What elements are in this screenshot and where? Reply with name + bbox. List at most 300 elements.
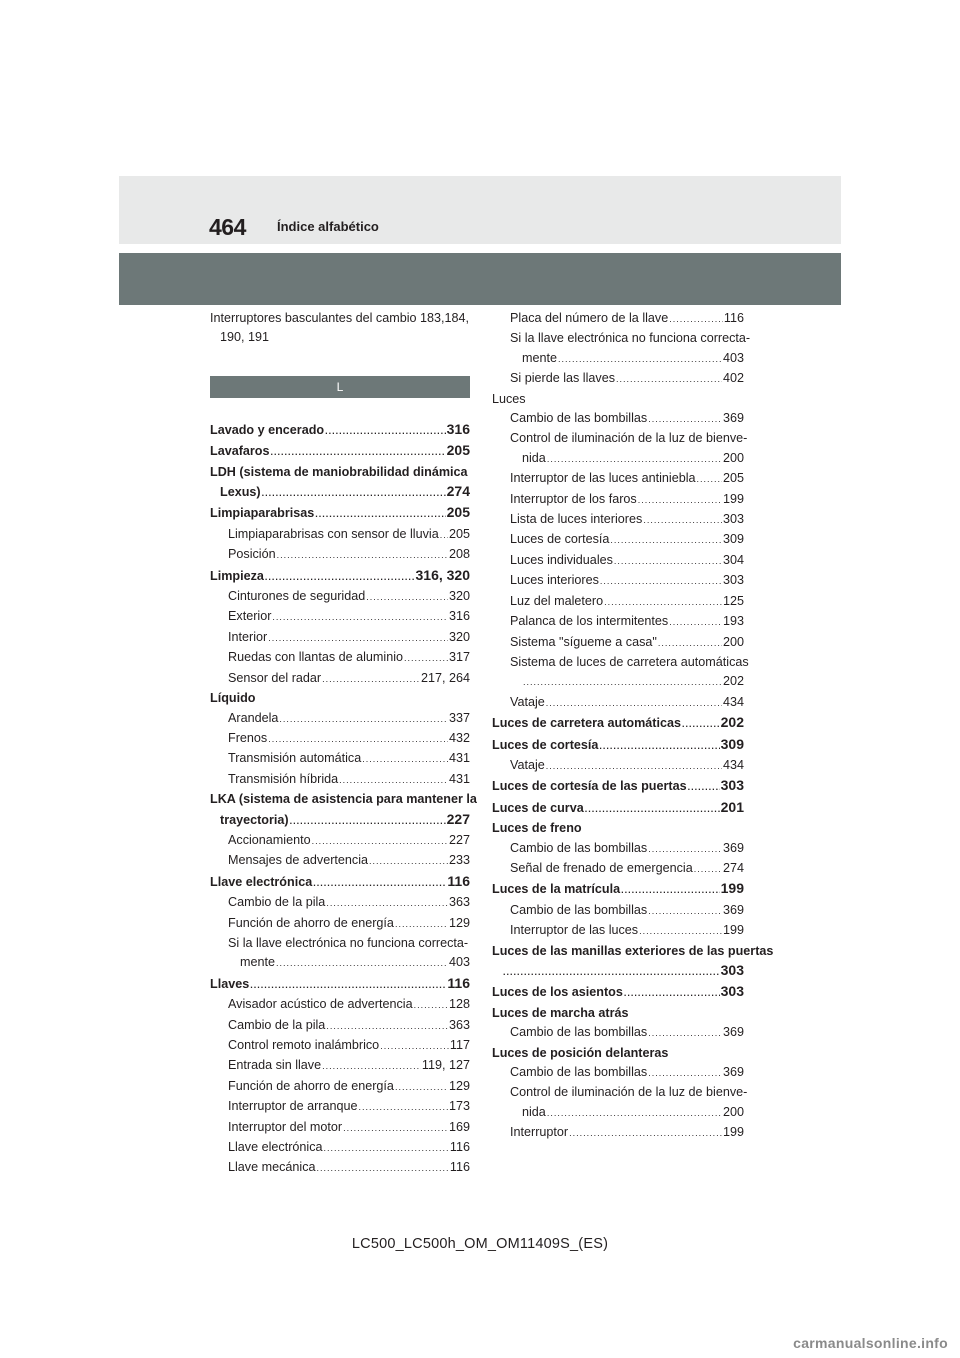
entry-term: Líquido: [210, 691, 256, 706]
dot-leader: [614, 552, 722, 571]
entry-page: 432: [448, 730, 470, 745]
entry-term: Función de ahorro de energía: [228, 1078, 394, 1093]
entry-page: 199: [722, 491, 744, 506]
index-entry: [210, 790, 477, 831]
index-entry: [492, 982, 744, 1003]
dot-leader: [325, 422, 446, 441]
entry-page: 303: [720, 777, 744, 794]
dot-leader: [312, 832, 448, 851]
index-entry-row: [210, 995, 470, 1015]
index-entry-row: [492, 409, 744, 429]
entry-term: Luces interiores: [510, 573, 599, 588]
dot-leader: [648, 410, 722, 429]
entry-term: Sistema "sígueme a casa": [510, 634, 657, 649]
dot-leader: [265, 568, 415, 587]
index-entry-row: [210, 749, 470, 769]
entry-term: trayectoria): [220, 812, 289, 827]
dot-leader: [317, 1159, 449, 1178]
dot-leader: [669, 613, 722, 632]
dot-leader: [648, 1024, 722, 1043]
dot-leader: [362, 750, 448, 769]
entry-term: Si pierde las llaves: [510, 371, 615, 386]
entry-page: 303: [720, 962, 744, 978]
dot-leader: [359, 1098, 448, 1117]
entry-page: 205: [446, 504, 470, 521]
index-entry: [210, 1036, 470, 1056]
entry-term: Luces de posición delanteras: [492, 1045, 669, 1060]
index-entry-row: [210, 648, 470, 668]
index-entry-row: [210, 709, 470, 729]
dot-leader: [268, 629, 448, 648]
index-entry-row: [492, 982, 744, 1003]
entry-term: Arandela: [228, 710, 279, 725]
entry-term: mente: [240, 955, 276, 970]
dot-leader: [369, 852, 448, 871]
index-entry: [492, 369, 744, 389]
index-entry-row: [210, 1077, 470, 1097]
entry-page: 199: [722, 1125, 744, 1140]
dot-leader: [694, 860, 722, 879]
index-entry-row: [210, 893, 470, 913]
index-entry-row: [492, 390, 744, 409]
index-entry-row: [210, 1158, 470, 1178]
index-entry-row: [492, 921, 744, 941]
index-entry-row: [210, 729, 470, 749]
index-entry: [492, 839, 744, 859]
dot-leader: [326, 894, 448, 913]
index-entry: [492, 819, 744, 838]
index-entry-row: [492, 490, 744, 510]
entry-term: Luces individuales: [510, 552, 613, 567]
dot-leader: [648, 1064, 722, 1083]
section-title: Índice alfabético: [277, 219, 379, 234]
index-entry: [210, 831, 470, 851]
dot-leader: [404, 649, 448, 668]
entry-term: Función de ahorro de energía: [228, 915, 394, 930]
entry-term: Luces de curva: [492, 800, 584, 815]
index-entry-row: [492, 571, 744, 591]
entry-page: 320: [448, 589, 470, 604]
dot-leader: [658, 634, 722, 653]
dot-leader: [279, 710, 448, 729]
index-entry: [210, 420, 470, 441]
entry-term: Entrada sin llave: [228, 1058, 322, 1073]
dot-leader: [600, 572, 722, 591]
entry-page: 193: [722, 614, 744, 629]
index-entry-row: [492, 839, 744, 859]
dot-leader: [558, 350, 722, 369]
entry-page: 200: [722, 450, 744, 465]
dot-leader: [503, 963, 720, 982]
index-entry: [492, 798, 744, 819]
index-entry: [492, 653, 749, 693]
entry-page: 369: [722, 1025, 744, 1040]
index-entry-row: [210, 1138, 470, 1158]
entry-term: Mensajes de advertencia: [228, 853, 369, 868]
index-entry: [492, 942, 774, 983]
entry-page: 233: [448, 853, 470, 868]
entry-term: Control de iluminación de la luz de bienve-: [510, 1085, 748, 1100]
watermark: carmanualsonline.info: [793, 1335, 948, 1351]
index-entry-row: [210, 810, 470, 831]
dot-leader: [621, 881, 720, 900]
entry-term: Si la llave electrónica no funciona correcta-: [510, 331, 751, 346]
index-entry-row: [210, 953, 470, 973]
entry-term: Interruptor de los faros: [510, 491, 637, 506]
entry-term: Cambio de la pila: [228, 1017, 326, 1032]
entry-page: 125: [722, 593, 744, 608]
entry-term: Luz del maletero: [510, 593, 604, 608]
letter-divider: L: [210, 376, 470, 398]
index-entry-row: [492, 819, 744, 838]
index-entry-row: [492, 510, 744, 530]
index-entry: [210, 503, 470, 524]
entry-page: 316: [446, 420, 470, 437]
dot-leader: [639, 922, 722, 941]
index-entry-row: [210, 669, 470, 689]
entry-term: mente: [522, 350, 558, 365]
index-entry: [492, 756, 744, 776]
entry-term: Lexus): [220, 485, 261, 500]
index-entry: [492, 1063, 744, 1083]
index-entry: [492, 901, 744, 921]
index-entry-row: [210, 770, 470, 790]
entry-term: Exterior: [228, 609, 272, 624]
entry-page: 317: [448, 650, 470, 665]
dot-leader: [343, 1119, 448, 1138]
entry-page: 199: [720, 880, 744, 897]
entry-page: 217, 264: [420, 670, 470, 685]
entry-term: LDH (sistema de maniobrabilidad dinámica: [210, 464, 468, 479]
index-entry-row: [210, 872, 470, 893]
index-entry-row: [210, 1036, 470, 1056]
index-entry-row: [210, 1097, 470, 1117]
dot-leader: [604, 593, 722, 612]
dot-leader: [322, 1057, 421, 1076]
entry-term: nida: [522, 450, 546, 465]
index-entry-row: [492, 756, 744, 776]
index-entry-row: [492, 633, 744, 653]
entry-term: Si la llave electrónica no funciona correcta-: [228, 935, 469, 950]
entry-term: LKA (sistema de asistencia para mantener la: [210, 792, 477, 807]
entry-page: 205: [446, 442, 470, 459]
entry-term: Avisador acústico de advertencia: [228, 997, 413, 1012]
entry-term: Luces de freno: [492, 821, 582, 836]
entry-term: Interruptor de las luces antiniebla: [510, 471, 696, 486]
entry-term: Lavado y encerado: [210, 422, 325, 437]
entry-page: 403: [722, 350, 744, 365]
index-entry: [210, 525, 470, 545]
entry-term: Lista de luces interiores: [510, 512, 643, 527]
dot-leader: [395, 915, 448, 934]
entry-page: 369: [722, 411, 744, 426]
dot-leader: [268, 730, 448, 749]
dot-leader: [271, 443, 446, 462]
index-entry: [492, 530, 744, 550]
entry-page: 274: [446, 483, 470, 500]
entry-term: nida: [522, 1104, 546, 1119]
dot-leader: [380, 1037, 449, 1056]
dot-leader: [546, 694, 722, 713]
index-entry: [492, 429, 748, 469]
index-entry-row: [210, 525, 470, 545]
entry-term: Ruedas con llantas de aluminio: [228, 650, 404, 665]
dot-leader: [277, 546, 448, 565]
index-entry: [210, 669, 470, 689]
dot-leader: [547, 1104, 722, 1123]
index-entry: [210, 893, 470, 913]
dot-leader: [546, 757, 722, 776]
entry-term: Interruptor de las luces: [510, 923, 639, 938]
index-entry: [492, 879, 744, 900]
entry-term: Cambio de las bombillas: [510, 902, 648, 917]
index-entry: [210, 1056, 470, 1076]
index-entry: [210, 1158, 470, 1178]
dot-leader: [322, 670, 420, 689]
entry-page: 369: [722, 1065, 744, 1080]
entry-term: Cambio de las bombillas: [510, 411, 648, 426]
dot-leader: [339, 771, 448, 790]
index-entry-row: [492, 672, 744, 692]
index-entry: [210, 851, 470, 871]
dot-leader: [313, 874, 446, 893]
index-entry: [210, 709, 470, 729]
index-entry: [210, 587, 470, 607]
index-entry: [492, 693, 744, 713]
index-entry-row: [492, 1063, 744, 1083]
dot-leader: [643, 511, 722, 530]
entry-page: 202: [720, 714, 744, 731]
entry-page: 128: [448, 997, 470, 1012]
dot-leader: [648, 840, 722, 859]
index-entry-row: [492, 551, 744, 571]
index-entry: [492, 551, 744, 571]
dot-leader: [688, 778, 720, 797]
index-entry-row: [492, 369, 744, 389]
index-entry: [210, 1118, 470, 1138]
index-entry-row: [492, 1123, 744, 1143]
entry-term: Control de iluminación de la luz de bienve-: [510, 431, 748, 446]
entry-term: Luces de cortesía: [492, 737, 599, 752]
index-entry: [210, 628, 470, 648]
index-entry: [210, 463, 470, 504]
index-entry: [210, 749, 470, 769]
index-entry-row: [492, 309, 744, 329]
dot-leader: [523, 673, 722, 692]
entry-term: Luces de las manillas exteriores de las puertas: [492, 943, 774, 958]
entry-page: 199: [722, 923, 744, 938]
index-entry-row: [492, 1103, 744, 1123]
index-entry-row: [492, 1004, 744, 1023]
index-entry-row: [210, 482, 470, 503]
dot-leader: [290, 812, 446, 831]
entry-term: Llave mecánica: [228, 1160, 316, 1175]
entry-term: Interruptor: [510, 1125, 569, 1140]
entry-term: Transmisión automática: [228, 751, 362, 766]
index-entry: [210, 1077, 470, 1097]
index-entry-row: [210, 441, 470, 462]
entry-page: 205: [448, 526, 470, 541]
index-entry: [210, 607, 470, 627]
index-entry-row: [210, 851, 470, 871]
entry-term: Accionamiento: [228, 832, 311, 847]
entry-page: 434: [722, 757, 744, 772]
index-entry: [492, 735, 744, 756]
index-entry: [210, 1138, 470, 1158]
entry-page: 274: [722, 860, 744, 875]
entry-page: 369: [722, 840, 744, 855]
index-entry: [492, 469, 744, 489]
entry-page: 363: [448, 1017, 470, 1032]
dot-leader: [599, 737, 719, 756]
index-entry-row: [492, 349, 744, 369]
index-entry-row: [492, 612, 744, 632]
entry-page: 200: [722, 634, 744, 649]
entry-term: Interruptor de arranque: [228, 1099, 358, 1114]
dot-leader: [276, 954, 448, 973]
index-entry-row: [492, 901, 744, 921]
index-entry: [492, 1023, 744, 1043]
entry-page: 304: [722, 552, 744, 567]
index-entry: [210, 441, 470, 462]
header-band: [119, 253, 841, 305]
index-entry: [210, 729, 470, 749]
entry-page: 116: [447, 974, 470, 991]
dot-leader: [440, 526, 448, 545]
page-number: 464: [209, 214, 246, 240]
index-entry: [210, 566, 470, 587]
index-entry-row: [492, 592, 744, 612]
page-header: [119, 176, 841, 244]
entry-page: 309: [720, 735, 744, 752]
entry-page: 169: [448, 1119, 470, 1134]
dot-leader: [395, 1078, 448, 1097]
index-entry-row: [210, 420, 470, 441]
dot-leader: [324, 1139, 449, 1158]
entry-page: 190, 191: [220, 330, 270, 345]
entry-page: 202: [722, 674, 744, 689]
index-entry-row: [210, 1118, 470, 1138]
index-entry: [210, 770, 470, 790]
index-column-left: [210, 309, 477, 1179]
dot-leader: [262, 484, 446, 503]
index-column-right: [492, 309, 774, 1144]
dot-leader: [697, 470, 722, 489]
entry-term: Palanca de los intermitentes: [510, 614, 669, 629]
entry-term: Limpieza: [210, 568, 264, 583]
dot-leader: [624, 984, 720, 1003]
index-entry-row: [210, 831, 470, 851]
dot-leader: [366, 588, 448, 607]
entry-term: Posición: [228, 547, 276, 562]
dot-leader: [638, 491, 722, 510]
index-entry: [210, 648, 470, 668]
entry-term: Interruptores basculantes del cambio 183,184,: [210, 311, 470, 325]
entry-page: 200: [722, 1104, 744, 1119]
index-entry-row: [492, 1044, 744, 1063]
entry-page: 116: [449, 1160, 470, 1175]
index-entry: [492, 510, 744, 530]
index-entry: [210, 1097, 470, 1117]
index-entry: [210, 545, 470, 565]
entry-term: Lavafaros: [210, 444, 270, 459]
dot-leader: [272, 608, 448, 627]
entry-term: Cambio de la pila: [228, 895, 326, 910]
index-entry: [210, 974, 470, 995]
index-entry: [210, 1016, 470, 1036]
entry-term: Llaves: [210, 976, 250, 991]
index-entry: [492, 390, 744, 409]
index-entry: [210, 872, 470, 893]
dot-leader: [326, 1017, 448, 1036]
entry-term: Sistema de luces de carretera automáticas: [510, 654, 749, 669]
index-entry-row: [210, 628, 470, 648]
entry-term: Llave electrónica: [228, 1140, 323, 1155]
index-entry-row: [492, 713, 744, 734]
entry-term: Interruptor del motor: [228, 1119, 343, 1134]
entry-term: Señal de frenado de emergencia: [510, 860, 693, 875]
index-entry: [492, 859, 744, 879]
index-entry-row: [492, 879, 744, 900]
entry-page: 431: [448, 771, 470, 786]
manual-code: LC500_LC500h_OM_OM11409S_(ES): [351, 1236, 609, 1252]
index-entry-row: [492, 530, 744, 550]
entry-page: 208: [448, 547, 470, 562]
index-entry: [492, 1123, 744, 1143]
index-entry-row: [492, 798, 744, 819]
entry-term: Llave electrónica: [210, 874, 313, 889]
entry-page: 309: [722, 532, 744, 547]
index-entry-row: [492, 859, 744, 879]
dot-leader: [250, 976, 446, 995]
dot-leader: [610, 531, 722, 550]
index-entry-row: [210, 545, 470, 565]
index-entry: [492, 329, 751, 369]
index-entry: [210, 995, 470, 1015]
index-entry-row: [492, 469, 744, 489]
index-entry: [492, 776, 744, 797]
dot-leader: [315, 505, 445, 524]
entry-page: 227: [448, 832, 470, 847]
dot-leader: [616, 370, 722, 389]
entry-page: 303: [720, 983, 744, 1000]
index-entry-row: [210, 566, 470, 587]
index-entry-row: [210, 503, 470, 524]
index-entry-row: [210, 587, 470, 607]
index-entry: [492, 571, 744, 591]
entry-page: 173: [448, 1099, 470, 1114]
index-entry: [492, 1083, 748, 1123]
entry-term: Frenos: [228, 730, 268, 745]
index-entry: [492, 713, 744, 734]
dot-leader: [414, 996, 448, 1015]
entry-term: Limpiaparabrisas: [210, 506, 315, 521]
entry-page: 316, 320: [415, 566, 470, 583]
index-entry: [210, 914, 470, 934]
entry-page: 303: [722, 512, 744, 527]
entry-term: Luces de la matrícula: [492, 882, 621, 897]
index-entry-row: [210, 1056, 470, 1076]
index-entry: [210, 689, 470, 708]
entry-term: Luces de cortesía de las puertas: [492, 779, 687, 794]
index-entry-row: [210, 974, 470, 995]
index-entry-row: [492, 735, 744, 756]
index-entry-row: [492, 961, 744, 982]
index-entry-row: [492, 776, 744, 797]
index-entry-row: [210, 689, 470, 708]
entry-page: 303: [722, 573, 744, 588]
entry-term: Transmisión híbrida: [228, 771, 339, 786]
